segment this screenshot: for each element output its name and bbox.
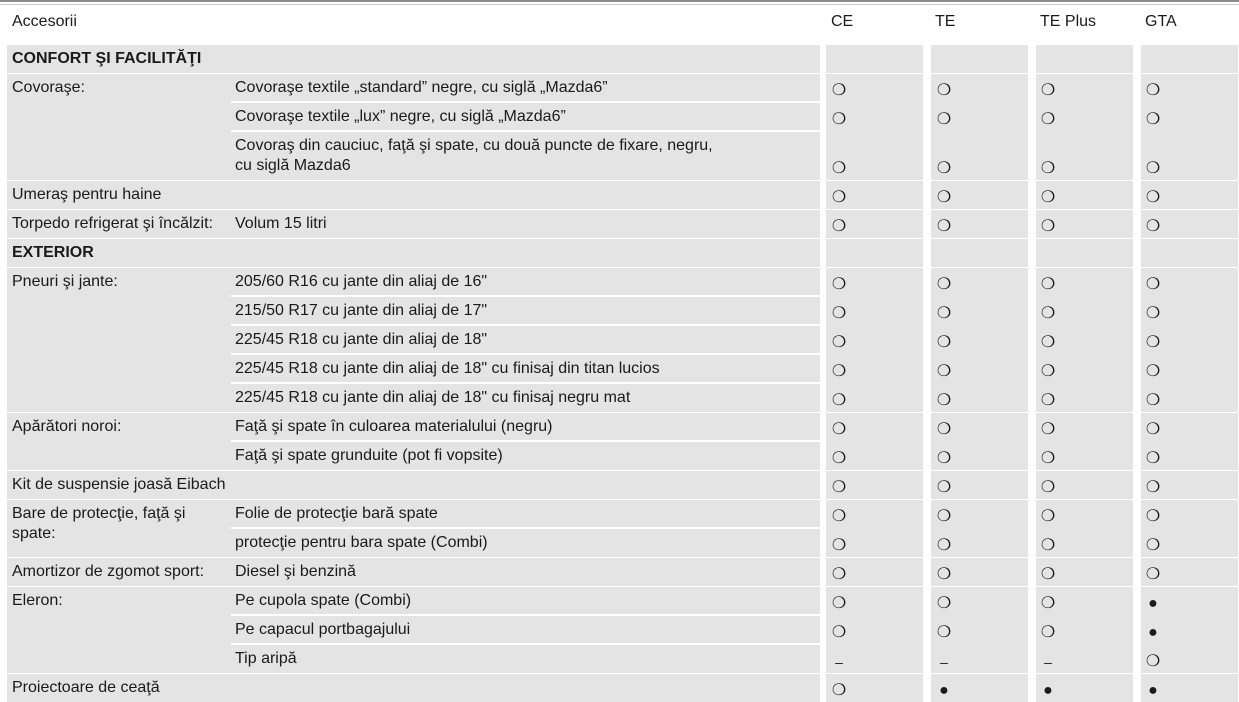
item-separator <box>231 295 820 297</box>
item-separator <box>231 130 820 132</box>
mark-ce: ❍ <box>831 305 847 322</box>
mark-gta: ❍ <box>1145 421 1161 438</box>
mark-te: ❍ <box>936 305 952 322</box>
item-separator <box>231 382 820 384</box>
mark-te-plus: ❍ <box>1040 276 1056 293</box>
mark-ce: ❍ <box>831 276 847 293</box>
mark-gta: ❍ <box>1145 479 1161 496</box>
mark-gta: ❍ <box>1145 82 1161 99</box>
mark-te: ❍ <box>936 82 952 99</box>
group-label-line2: spate: <box>12 525 56 542</box>
mark-ce: ❍ <box>831 334 847 351</box>
mark-gta: ❍ <box>1145 218 1161 235</box>
item-text: Covoraş din cauciuc, faţă şi spate, cu două puncte de fixare, negru, <box>235 137 713 154</box>
top-border-line-inner <box>0 4 1239 5</box>
group-label: Covoraşe: <box>12 79 85 96</box>
mark-ce: ❍ <box>831 160 847 177</box>
item-separator <box>231 440 820 442</box>
version-cell <box>826 239 923 267</box>
mark-ce: ❍ <box>831 189 847 206</box>
item-text: protecţie pentru bara spate (Combi) <box>235 534 488 551</box>
mark-te-plus: ❍ <box>1040 82 1056 99</box>
mark-te-plus: ❍ <box>1040 566 1056 583</box>
mark-te-plus: ❍ <box>1040 189 1056 206</box>
group-band <box>7 587 820 673</box>
mark-gta: ● <box>1148 595 1158 612</box>
mark-te-plus: ❍ <box>1040 218 1056 235</box>
mark-gta: ❍ <box>1145 392 1161 409</box>
mark-te-plus: ❍ <box>1040 479 1056 496</box>
mark-gta: ❍ <box>1145 363 1161 380</box>
group-label: Pneuri şi jante: <box>12 273 118 290</box>
item-text: Pe cupola spate (Combi) <box>235 592 412 609</box>
item-text: 215/50 R17 cu jante din aliaj de 17" <box>235 302 488 319</box>
version-cell <box>931 45 1028 73</box>
mark-te: ● <box>939 682 949 699</box>
mark-te-plus: – <box>1044 654 1052 670</box>
mark-te-plus: ❍ <box>1040 537 1056 554</box>
mark-te-plus: ❍ <box>1040 363 1056 380</box>
mark-ce: ❍ <box>831 624 847 641</box>
item-text: Faţă şi spate în culoarea materialului (negru) <box>235 418 553 435</box>
mark-te-plus: ❍ <box>1040 595 1056 612</box>
column-header-gta: GTA <box>1145 13 1177 30</box>
item-text: Diesel şi benzină <box>235 563 356 580</box>
group-label: Torpedo refrigerat şi încălzit: <box>12 215 213 232</box>
section-title: CONFORT ŞI FACILITĂŢI <box>12 50 202 67</box>
group-label: Umeraş pentru haine <box>12 186 162 203</box>
mark-te: ❍ <box>936 111 952 128</box>
mark-gta: ❍ <box>1145 334 1161 351</box>
mark-te: ❍ <box>936 160 952 177</box>
section-band <box>7 239 820 267</box>
mark-gta: ❍ <box>1145 450 1161 467</box>
item-separator <box>231 643 820 645</box>
version-cell <box>931 239 1028 267</box>
mark-ce: ❍ <box>831 508 847 525</box>
mark-te: ❍ <box>936 595 952 612</box>
item-separator <box>231 101 820 103</box>
group-label: Amortizor de zgomot sport: <box>12 563 205 580</box>
mark-ce: ❍ <box>831 682 847 699</box>
mark-ce: ❍ <box>831 537 847 554</box>
mark-te-plus: ❍ <box>1040 624 1056 641</box>
group-label: Eleron: <box>12 592 63 609</box>
group-label: Bare de protecţie, faţă şi <box>12 505 186 522</box>
item-text: 225/45 R18 cu jante din aliaj de 18" cu finisaj din titan lucios <box>235 360 660 377</box>
mark-ce: ❍ <box>831 479 847 496</box>
mark-gta: ❍ <box>1145 653 1161 670</box>
item-separator <box>231 353 820 355</box>
mark-te: ❍ <box>936 334 952 351</box>
mark-ce: ❍ <box>831 392 847 409</box>
mark-te-plus: ❍ <box>1040 305 1056 322</box>
mark-te: ❍ <box>936 189 952 206</box>
version-cell <box>1036 239 1133 267</box>
mark-te-plus: ❍ <box>1040 334 1056 351</box>
item-text: 205/60 R16 cu jante din aliaj de 16" <box>235 273 488 290</box>
column-header-te: TE <box>935 13 956 30</box>
mark-te: ❍ <box>936 276 952 293</box>
version-cell <box>1036 45 1133 73</box>
top-border-line <box>0 0 1239 2</box>
mark-gta: ❍ <box>1145 189 1161 206</box>
group-label: Proiectoare de ceaţă <box>12 679 160 696</box>
mark-te: ❍ <box>936 508 952 525</box>
mark-te: ❍ <box>936 218 952 235</box>
mark-gta: ● <box>1148 682 1158 699</box>
mark-ce: ❍ <box>831 111 847 128</box>
mark-ce: – <box>835 654 843 670</box>
mark-gta: ❍ <box>1145 276 1161 293</box>
mark-te: ❍ <box>936 421 952 438</box>
item-text: Volum 15 litri <box>235 215 327 232</box>
group-label: Apărători noroi: <box>12 418 122 435</box>
mark-ce: ❍ <box>831 595 847 612</box>
mark-te: – <box>940 654 948 670</box>
item-separator <box>231 324 820 326</box>
version-cell <box>826 45 923 73</box>
mark-ce: ❍ <box>831 421 847 438</box>
item-text-line2: cu siglă Mazda6 <box>235 157 351 174</box>
mark-ce: ❍ <box>831 363 847 380</box>
mark-te: ❍ <box>936 363 952 380</box>
mark-ce: ❍ <box>831 218 847 235</box>
mark-gta: ❍ <box>1145 508 1161 525</box>
version-cell <box>1141 45 1238 73</box>
item-text: 225/45 R18 cu jante din aliaj de 18" cu finisaj negru mat <box>235 389 631 406</box>
mark-te-plus: ● <box>1043 682 1053 699</box>
mark-te-plus: ❍ <box>1040 508 1056 525</box>
mark-te: ❍ <box>936 566 952 583</box>
mark-te: ❍ <box>936 537 952 554</box>
mark-gta: ❍ <box>1145 111 1161 128</box>
mark-gta: ❍ <box>1145 537 1161 554</box>
section-title: EXTERIOR <box>12 244 94 261</box>
mark-ce: ❍ <box>831 566 847 583</box>
mark-te-plus: ❍ <box>1040 160 1056 177</box>
mark-gta: ❍ <box>1145 305 1161 322</box>
mark-gta: ● <box>1148 624 1158 641</box>
item-text: Tip aripă <box>235 650 297 667</box>
mark-te: ❍ <box>936 624 952 641</box>
mark-ce: ❍ <box>831 82 847 99</box>
mark-gta: ❍ <box>1145 566 1161 583</box>
mark-te-plus: ❍ <box>1040 111 1056 128</box>
column-header-ce: CE <box>831 13 854 30</box>
mark-te: ❍ <box>936 392 952 409</box>
mark-gta: ❍ <box>1145 160 1161 177</box>
mark-te-plus: ❍ <box>1040 421 1056 438</box>
group-label: Kit de suspensie joasă Eibach <box>12 476 226 493</box>
version-cell <box>1141 239 1238 267</box>
item-text: 225/45 R18 cu jante din aliaj de 18" <box>235 331 488 348</box>
item-text: Covoraşe textile „standard” negre, cu siglă „Mazda6” <box>235 79 608 96</box>
item-text: Faţă şi spate grunduite (pot fi vopsite) <box>235 447 503 464</box>
item-separator <box>231 527 820 529</box>
item-text: Covoraşe textile „lux” negre, cu siglă „Mazda6” <box>235 108 566 125</box>
mark-ce: ❍ <box>831 450 847 467</box>
item-separator <box>231 614 820 616</box>
mark-te-plus: ❍ <box>1040 450 1056 467</box>
mark-te-plus: ❍ <box>1040 392 1056 409</box>
mark-te: ❍ <box>936 479 952 496</box>
table-title: Accesorii <box>12 13 77 30</box>
item-text: Pe capacul portbagajului <box>235 621 411 638</box>
mark-te: ❍ <box>936 450 952 467</box>
column-header-te-plus: TE Plus <box>1040 13 1097 30</box>
item-text: Folie de protecţie bară spate <box>235 505 438 522</box>
